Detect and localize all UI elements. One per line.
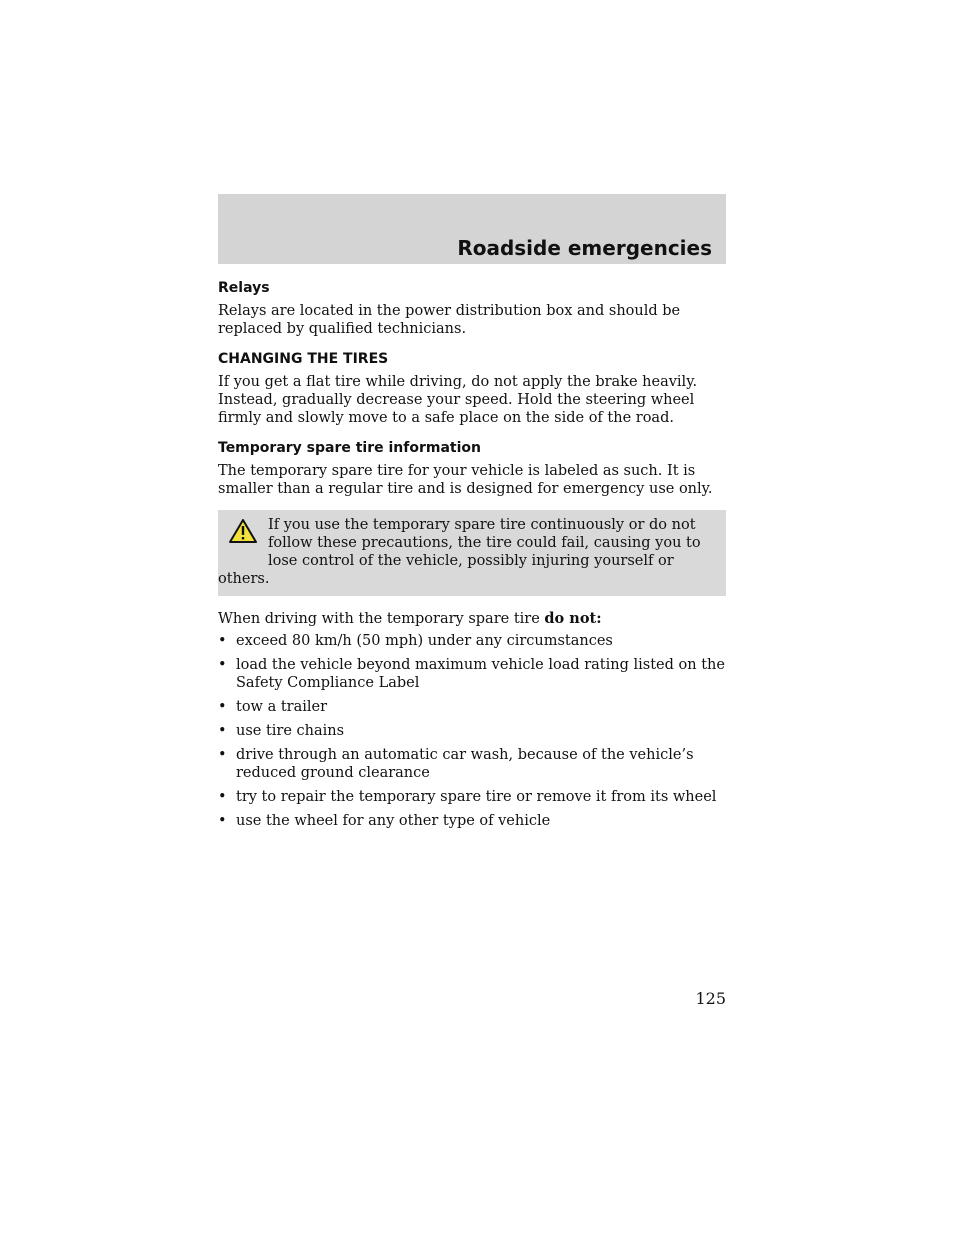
list-item-text: exceed 80 km/h (50 mph) under any circumstances bbox=[236, 633, 613, 649]
bullet-icon: • bbox=[218, 633, 227, 649]
section-header-band bbox=[218, 194, 726, 264]
bullet-icon: • bbox=[218, 699, 227, 715]
changing-tires-paragraph: If you get a flat tire while driving, do not apply the brake heavily. Instead, gradually decrease your speed. Hold the steering wheel firmly and slowly move to a safe place on the side of the road. bbox=[218, 374, 698, 426]
relays-heading: Relays bbox=[218, 280, 270, 296]
list-item-text: use tire chains bbox=[236, 723, 345, 739]
list-item bbox=[218, 632, 726, 650]
driving-restrictions-list bbox=[218, 632, 726, 830]
list-item-text: load the vehicle beyond maximum vehicle load rating listed on the Safety Compliance Label bbox=[236, 657, 725, 691]
bullet-icon: • bbox=[218, 813, 227, 829]
list-item-text: use the wheel for any other type of vehicle bbox=[236, 813, 551, 829]
driving-lead-emphasis: do not: bbox=[544, 610, 602, 627]
list-item bbox=[218, 812, 726, 830]
list-item-text: try to repair the temporary spare tire or remove it from its wheel bbox=[236, 789, 717, 805]
bullet-icon: • bbox=[218, 789, 227, 805]
warning-triangle-icon bbox=[218, 516, 268, 554]
driving-lead-text: When driving with the temporary spare tire bbox=[218, 611, 540, 627]
list-item bbox=[218, 788, 726, 806]
bullet-icon: • bbox=[218, 723, 227, 739]
page-content bbox=[218, 279, 726, 836]
relays-paragraph: Relays are located in the power distribution box and should be replaced by qualified technicians. bbox=[218, 303, 681, 337]
list-item-text: tow a trailer bbox=[236, 699, 328, 715]
section-title: Roadside emergencies bbox=[457, 236, 712, 260]
bullet-icon: • bbox=[218, 657, 227, 673]
page-number: 125 bbox=[695, 989, 726, 1008]
list-item bbox=[218, 656, 726, 692]
driving-lead bbox=[218, 610, 726, 628]
spare-tire-heading: Temporary spare tire information bbox=[218, 440, 481, 456]
list-item bbox=[218, 746, 726, 782]
warning-box bbox=[218, 510, 726, 596]
spare-tire-paragraph: The temporary spare tire for your vehicle is labeled as such. It is smaller than a regular tire and is designed for emergency use only. bbox=[218, 463, 713, 497]
list-item-text: drive through an automatic car wash, because of the vehicle’s reduced ground clearance bbox=[236, 747, 694, 781]
list-item bbox=[218, 722, 726, 740]
bullet-icon: • bbox=[218, 747, 227, 763]
changing-tires-heading: CHANGING THE TIRES bbox=[218, 351, 389, 367]
warning-text: If you use the temporary spare tire continuously or do not follow these precautions, the tire could fail, causing you to lose control of the vehicle, possibly injuring yourself or others. bbox=[218, 517, 701, 587]
list-item bbox=[218, 698, 726, 716]
